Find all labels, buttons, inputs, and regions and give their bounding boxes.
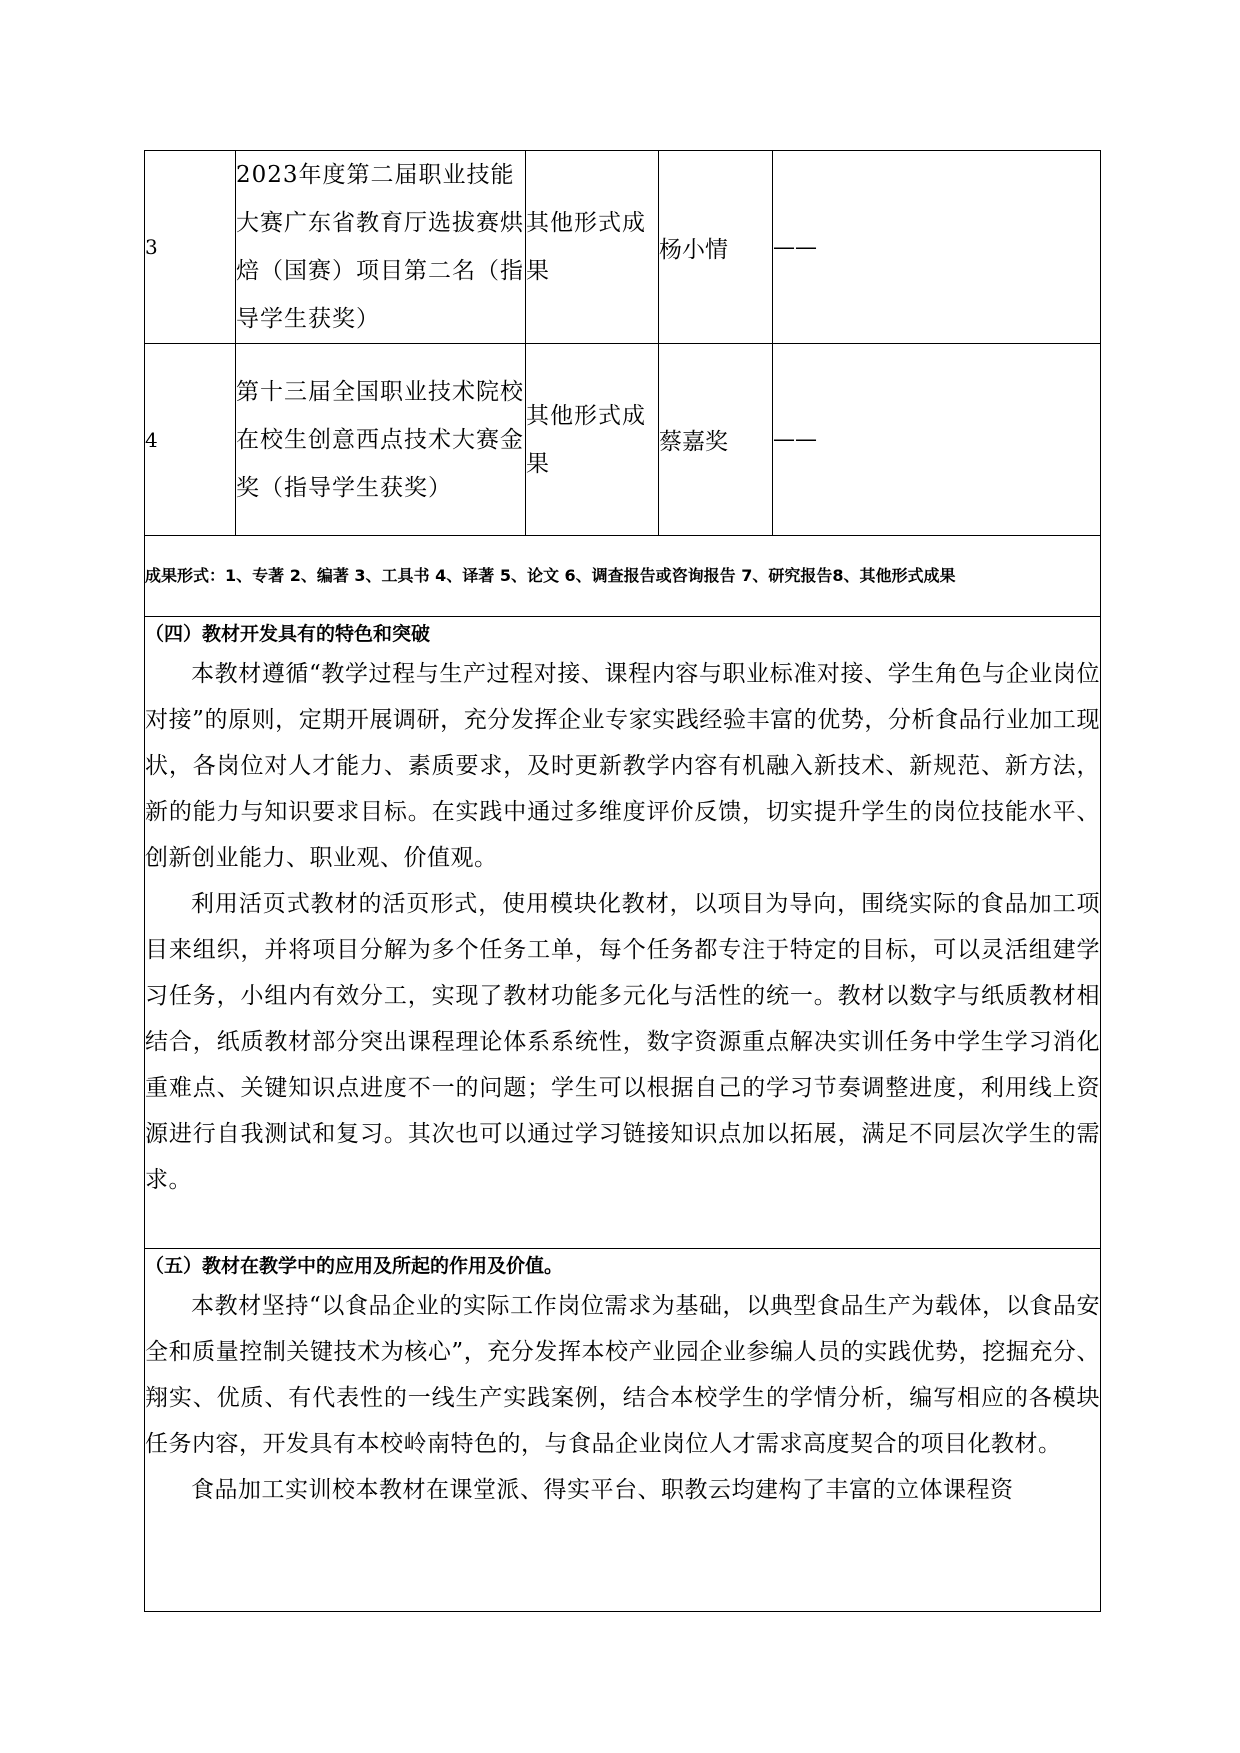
note-row [145,536,1101,617]
achievement-title: 2023年度第二届职业技能大赛广东省教育厅选拔赛烘焙（国赛）项目第二名（指导学生获奖） [236,151,526,344]
section-5-row [145,1249,1101,1612]
row-number: 4 [145,344,236,536]
achievement-extra: —— [773,151,1101,344]
section-4-paragraph: 本教材遵循“教学过程与生产过程对接、课程内容与职业标准对接、学生角色与企业岗位对接”的原则，定期开展调研，充分发挥企业专家实践经验丰富的优势，分析食品行业加工现状，各岗位对人才能力、素质要求，及时更新教学内容有机融入新技术、新规范、新方法，新的能力与知识要求目标。在实践中通过多维度评价反馈，切实提升学生的岗位技能水平、创新创业能力、职业观、价值观。 [145,661,1100,871]
section-4-row [145,617,1101,1249]
section-4-heading: （四）教材开发具有的特色和突破 [145,623,431,645]
section-5-paragraph: 本教材坚持“以食品企业的实际工作岗位需求为基础，以典型食品生产为载体，以食品安全和质量控制关键技术为核心”，充分发挥本校产业园企业参编人员的实践优势，挖掘充分、翔实、优质、有代表性的一线生产实践案例，结合本校学生的学情分析，编写相应的各模块任务内容，开发具有本校岭南特色的，与食品企业岗位人才需求高度契合的项目化教材。 [145,1293,1100,1457]
section-4 [145,617,1101,1249]
result-form-note: 成果形式：1、专著 2、编著 3、工具书 4、译著 5、论文 6、调查报告或咨询报告 7、研究报告8、其他形式成果 [145,536,1101,617]
achievement-extra: —— [773,344,1101,536]
achievement-person: 蔡嘉奖 [659,344,773,536]
table-row [145,344,1101,536]
section-4-paragraph: 利用活页式教材的活页形式，使用模块化教材，以项目为导向，围绕实际的食品加工项目来组织，并将项目分解为多个任务工单，每个任务都专注于特定的目标，可以灵活组建学习任务，小组内有效分工，实现了教材功能多元化与活性的统一。教材以数字与纸质教材相结合，纸质教材部分突出课程理论体系系统性，数字资源重点解决实训任务中学生学习消化重难点、关键知识点进度不一的问题；学生可以根据自己的学习节奏调整进度，利用线上资源进行自我测试和复习。其次也可以通过学习链接知识点加以拓展，满足不同层次学生的需求。 [145,891,1100,1193]
section-5-heading: （五）教材在教学中的应用及所起的作用及价值。 [145,1255,564,1277]
row-number: 3 [145,151,236,344]
achievement-form: 其他形式成果 [526,344,659,536]
achievement-title: 第十三届全国职业技术院校在校生创意西点技术大赛金奖（指导学生获奖） [236,344,526,536]
achievement-form: 其他形式成果 [526,151,659,344]
achievement-table [144,150,1101,1612]
achievement-person: 杨小情 [659,151,773,344]
section-5-paragraph: 食品加工实训校本教材在课堂派、得实平台、职教云均建构了丰富的立体课程资 [191,1477,1014,1503]
section-5 [145,1249,1101,1612]
document-page [144,150,1100,1612]
table-row [145,151,1101,344]
